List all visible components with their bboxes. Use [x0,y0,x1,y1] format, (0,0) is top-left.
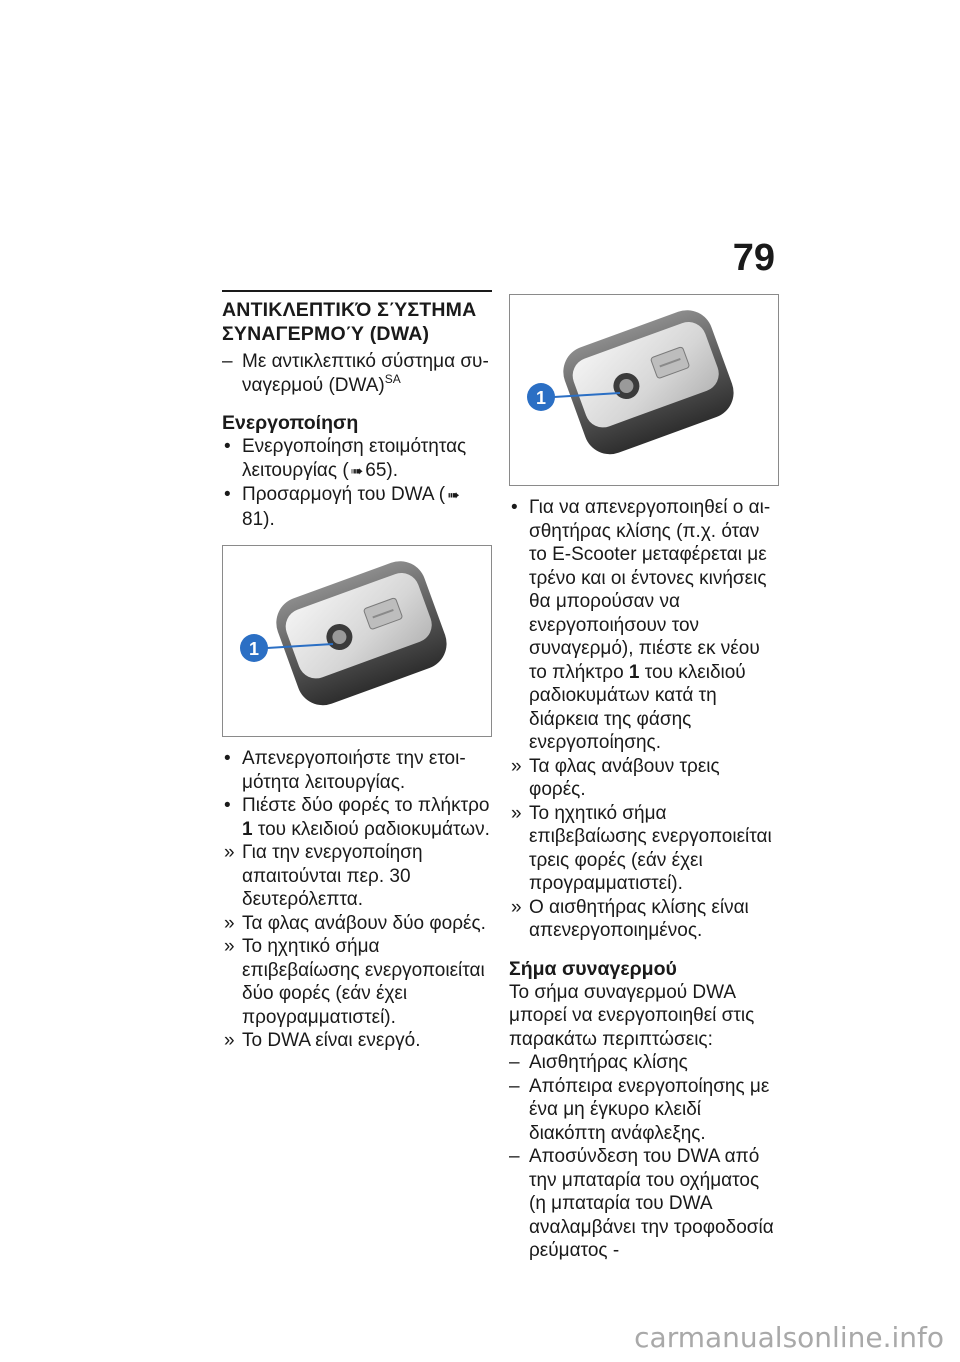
result-item [222,935,492,1029]
step-text-tail: του κλειδιού ραδιοκυμάτων. [252,818,490,840]
activation-heading: Ενεργοποίηση [222,412,359,434]
bullet-marker: • [224,795,231,816]
step-text: Πιέστε δύο φορές το πλήκτρο [242,795,490,816]
alarm-item-text: Αποσύνδεση του DWA από την μπαταρία του οχήματος (η μπαταρία του DWA αναλαμβάνει την τροφοδοσία ρεύματος - [529,1146,774,1261]
step-text: Απενεργοποιήστε την ετοιμότητα λειτουργίας. [242,748,466,793]
step-item [222,794,492,841]
result-marker: » [511,755,522,777]
key-reference: 1 [628,661,640,683]
result-text: Το ηχητικό σήμα επιβεβαίωσης ενεργοποιείται τρεις φορές (εάν έχει προγραμματιστεί). [529,802,772,894]
activation-item-text: Προσαρμογή του DWA ( [242,484,446,505]
dash-marker: – [509,1052,520,1073]
result-text: Για την ενεργοποίηση απαιτούνται περ. 30 δευτερόλεπτα. [242,842,423,910]
result-item [222,912,492,936]
alarm-item [509,1145,779,1263]
alarm-heading: Σήμα συναγερμού [509,957,677,980]
section-title-line-1: ΑΝΤΙΚΛΕΠΤΙΚΌ ΣΎΣΤΗΜΑ [222,299,477,321]
callout-label: 1 [535,388,547,408]
activation-item [222,483,492,531]
activation-item-tail: ). [386,459,398,481]
right-column [509,290,779,1263]
result-marker: » [511,802,522,824]
page-reference-arrow-icon: ➠ [447,487,460,504]
sa-superscript: SA [384,371,401,386]
alarm-item-text: Αισθητήρας κλίσης [529,1052,688,1073]
result-text: Το ηχητικό σήμα επιβεβαίωσης ενεργοποιείται δύο φορές (εάν έχει προγραμματιστεί). [242,936,485,1028]
bullet-marker: • [511,497,518,518]
result-text: Ο αισθητήρας κλίσης είναι απενεργοποιημένος. [529,896,749,941]
bullet-marker: • [224,436,231,457]
result-marker: » [224,842,235,863]
section-title-rule [222,290,492,292]
result-marker: » [224,1030,235,1051]
section-title-line-2: ΣΥΝΑΓΕΡΜΟΎ (DWA) [222,323,430,345]
page-reference-link[interactable]: 65 [365,459,387,481]
key-reference: 1 [242,818,253,840]
step-item [222,747,492,794]
remote-key-fob-illustration [223,546,491,736]
page-number: 79 [732,237,775,279]
result-marker: » [224,936,235,957]
dash-marker: – [222,351,233,372]
page-reference-link[interactable]: 81 [242,508,264,530]
alarm-item [509,1051,779,1075]
result-item [222,1029,492,1053]
result-text: Τα φλας ανάβουν δύο φορές. [242,912,486,934]
result-marker: » [511,896,522,918]
intro-text: Με αντικλεπτικό σύστημα συναγερμού (DWA) [242,351,489,396]
remote-key-fob-illustration [510,295,778,485]
remote-key-figure [509,294,779,486]
bullet-marker: • [224,484,231,505]
step-text-tail: του κλειδιού ραδιοκυμάτων κατά τη διάρκεια της φάσης ενεργοποίησης. [529,661,746,753]
result-text: Το DWA είναι ενεργό. [242,1030,421,1051]
result-item [509,896,779,943]
bullet-marker: • [224,748,231,769]
result-item [222,841,492,912]
left-column [222,290,492,1053]
alarm-paragraph: Το σήμα συναγερμού DWA μπορεί να ενεργοποιηθεί στις παρακάτω περιπτώσεις: [509,981,755,1050]
remote-key-figure [222,545,492,737]
activation-item-text: Ενεργοποίηση ετοιμότητας λειτουργίας ( [242,436,467,481]
intro-item [222,350,492,397]
alarm-item [509,1075,779,1146]
step-text: Για να απενεργοποιηθεί ο αισθητήρας κλίσης (π.χ. όταν το E-Scooter μεταφέρεται με τρένο και οι έντονες κινήσεις θα μπορούσαν να ενεργοποιήσουν τον συναγερμό), πιέστε εκ νέου το πλήκτρο [529,497,771,683]
alarm-item-text: Απόπειρα ενεργοποίησης με ένα μη έγκυρο κλειδί διακόπτη ανάφλεξης. [529,1075,770,1144]
page-reference-arrow-icon: ➠ [350,462,364,480]
step-item [509,496,779,755]
result-item [509,755,779,802]
watermark: carmanualsonline.info [634,1321,944,1354]
dash-marker: – [509,1146,520,1167]
dash-marker: – [509,1075,520,1097]
result-marker: » [224,912,235,934]
activation-item-tail: ). [263,508,275,530]
result-item [509,802,779,896]
result-text: Τα φλας ανάβουν τρεις φορές. [529,755,720,800]
activation-item [222,435,492,483]
callout-label: 1 [248,639,260,659]
